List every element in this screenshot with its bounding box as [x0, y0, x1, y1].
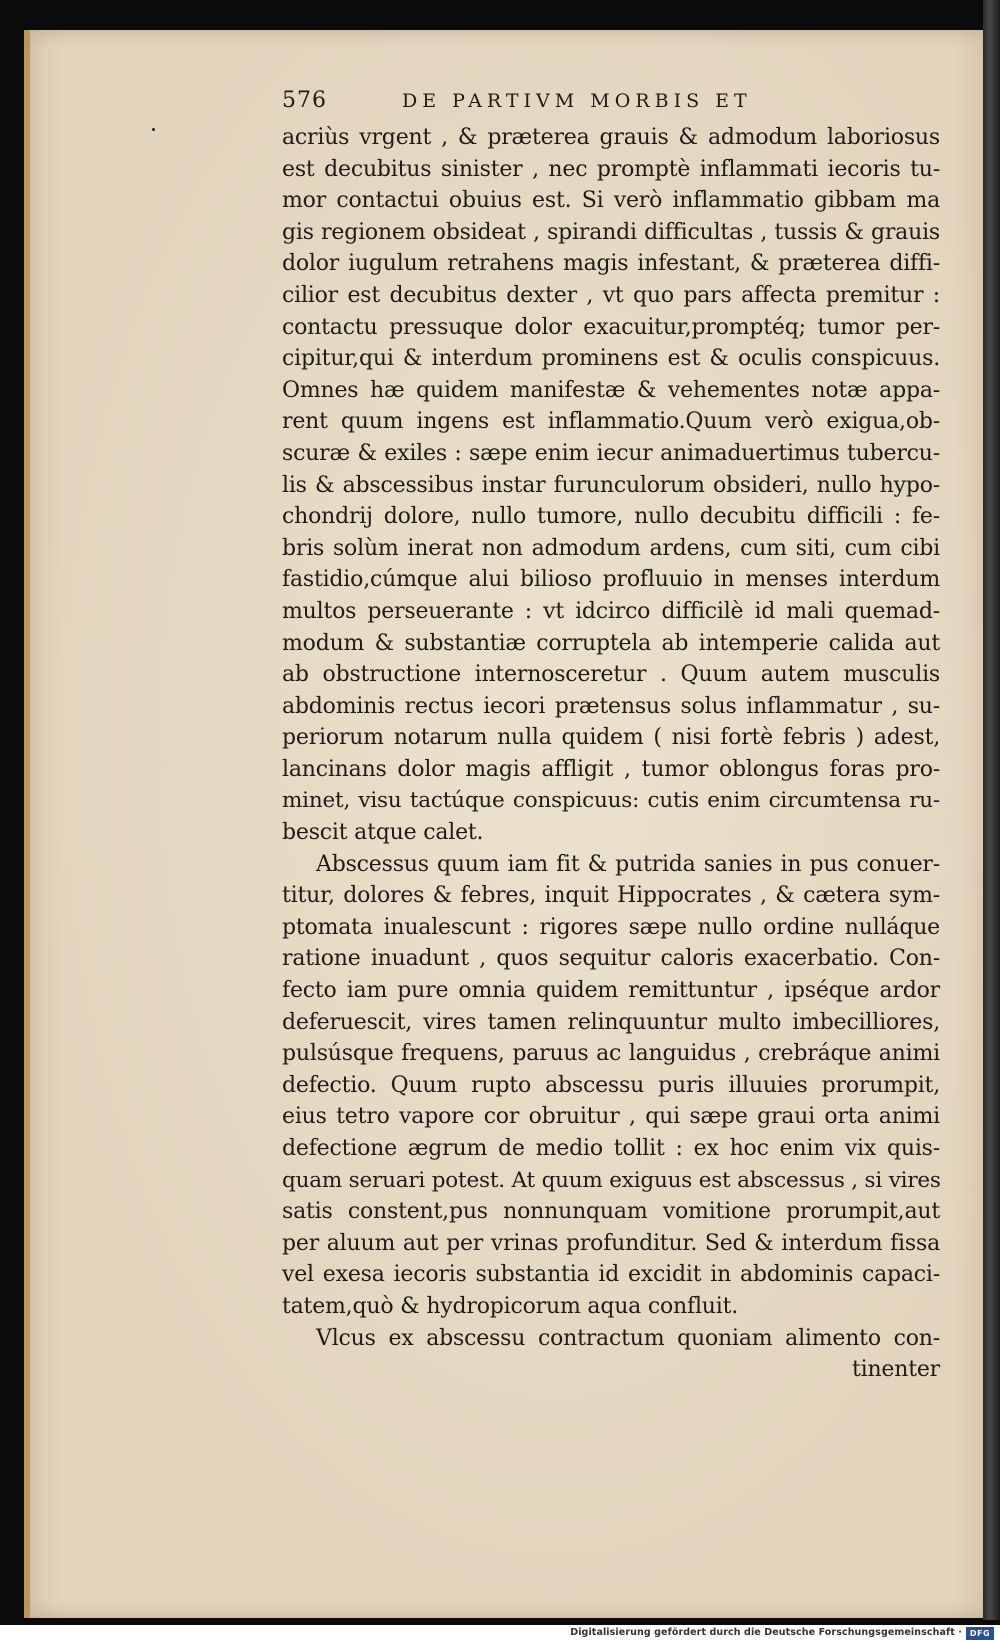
text-line-28: fecto iam pure omnia quidem remittuntur , ipséque ardor	[282, 978, 940, 1004]
text-line-17: modum & substantiæ corruptela ab intemperie calida aut	[282, 630, 940, 656]
running-head: DE PARTIVM MORBIS ET	[402, 90, 752, 112]
ink-speck	[152, 128, 155, 131]
text-line-33: defectione ægrum de medio tollit : ex hoc enim vix quis-	[282, 1136, 940, 1161]
text-line-11: scuræ & exiles : sæpe enim iecur animaduertimus tubercu-	[282, 440, 940, 466]
text-line-13: chondrij dolore, nullo tumore, nullo decubitu difficili : fe-	[282, 504, 940, 530]
text-line-27: ratione inuadunt , quos sequitur caloris exacerbatio. Con-	[282, 946, 940, 972]
text-line-38: tatem,quò & hydropicorum aqua confluit.	[282, 1293, 739, 1319]
text-line-32: eius tetro vapore cor obruitur , qui sæpe graui orta animi	[282, 1104, 940, 1130]
text-line-21: lancinans dolor magis affligit , tumor oblongus foras pro-	[282, 756, 940, 782]
page-number: 576	[282, 88, 327, 113]
text-line-4: gis regionem obsideat , spirandi difficultas , tussis & grauis	[282, 219, 940, 245]
text-line-16: multos perseuerante : vt idcirco difficilè id mali quemad-	[282, 598, 940, 624]
text-line-37: vel exesa iecoris substantia id excidit in abdominis capaci-	[282, 1262, 940, 1288]
text-line-25: titur, dolores & febres, inquit Hippocrates , & cætera sym-	[282, 883, 940, 909]
text-line-34: quam seruari potest. At quum exiguus est abscessus , si vires	[282, 1167, 941, 1193]
catchword: tinenter	[851, 1357, 940, 1383]
page-right-edge	[983, 0, 1000, 1620]
text-line-14: bris solùm inerat non admodum ardens, cum siti, cum cibi	[282, 535, 940, 561]
text-line-18: ab obstructione internosceretur . Quum autem musculis	[282, 662, 940, 688]
text-line-30: pulsúsque frequens, paruus ac languidus , crebráque animi	[282, 1041, 940, 1067]
text-block	[282, 88, 940, 1386]
text-line-6: cilior est decubitus dexter , vt quo pars affecta premitur :	[282, 282, 940, 308]
text-line-8: cipitur,qui & interdum prominens est & oculis conspicuus.	[282, 346, 940, 372]
text-line-3: mor contactui obuius est. Si verò inflammatio gibbam ma	[282, 188, 940, 214]
text-line-1: acriùs vrgent , & præterea grauis & admodum laboriosus	[282, 125, 940, 150]
text-line-12: lis & abscessibus instar furunculorum obsideri, nullo hypo-	[282, 472, 940, 498]
text-line-29: deferuescit, vires tamen relinquuntur multo imbecilliores,	[282, 1009, 940, 1035]
dfg-logo: DFG	[966, 1627, 994, 1640]
text-line-31: defectio. Quum rupto abscessu puris illuuies prorumpit,	[282, 1072, 940, 1098]
text-line-2: est decubitus sinister , nec promptè inflammati iecoris tu-	[282, 156, 940, 182]
text-line-39: Vlcus ex abscessu contractum quoniam alimento con-	[316, 1325, 940, 1351]
text-line-7: contactu pressuque dolor exacuitur,promptéq; tumor per-	[282, 314, 940, 340]
digitization-credit: Digitalisierung gefördert durch die Deutsche Forschungsgemeinschaft ·	[570, 1627, 962, 1638]
text-line-20: periorum notarum nulla quidem ( nisi fortè febris ) adest,	[282, 725, 940, 751]
page-header	[282, 88, 940, 122]
text-line-24: Abscessus quum iam fit & putrida sanies in pus conuer-	[316, 851, 940, 877]
page-left-edge	[24, 30, 30, 1618]
text-line-26: ptomata inualescunt : rigores sæpe nullo ordine nulláque	[282, 914, 940, 940]
text-line-5: dolor iugulum retrahens magis infestant, & præterea diffi-	[282, 251, 940, 277]
text-line-9: Omnes hæ quidem manifestæ & vehementes notæ appa-	[282, 377, 940, 403]
text-line-22: minet, visu tactúque conspicuus: cutis enim circumtensa ru-	[282, 788, 940, 814]
text-line-35: satis constent,pus nonnunquam vomitione prorumpit,aut	[282, 1199, 940, 1225]
text-line-36: per aluum aut per vrinas profunditur. Sed & interdum fissa	[282, 1230, 940, 1256]
text-line-23: bescit atque calet.	[282, 820, 484, 846]
text-line-19: abdominis rectus iecori prætensus solus inflammatur , su-	[282, 693, 940, 719]
text-line-10: rent quum ingens est inflammatio.Quum verò exigua,ob-	[282, 409, 940, 435]
text-line-15: fastidio,cúmque alui bilioso profluuio in menses interdum	[282, 567, 940, 593]
